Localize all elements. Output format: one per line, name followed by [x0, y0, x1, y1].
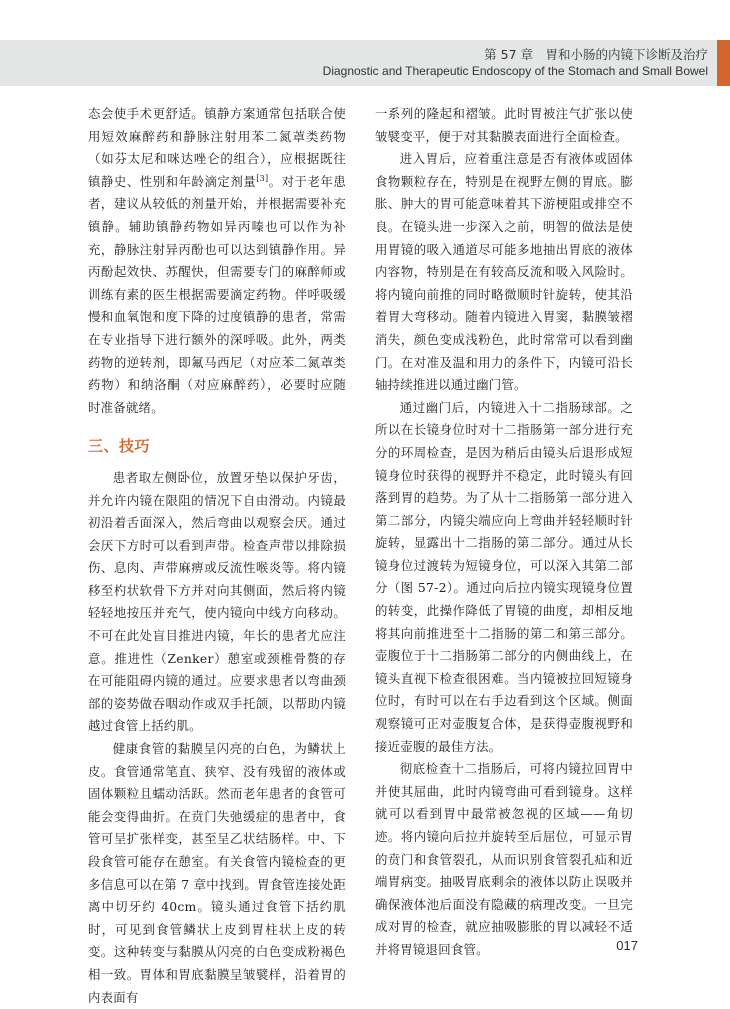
left-column [88, 103, 346, 1009]
paragraph-esophagus: 健康食管的黏膜呈闪亮的白色，为鳞状上皮。食管通常笔直、狭窄、没有残留的液体或固体颗粒且蠕动活跃。然而老年患者的食管可能会变得曲折。在贲门失弛缓症的患者中，食管可呈扩张样变，甚至呈乙状结肠样。中、下段食管可能存在憩室。有关食管内镜检查的更多信息可以在第 7 章中找到。胃食管连接处距离中切牙约 40cm。镜头通过食管下括约肌时，可见到食管鳞状上皮到胃柱状上皮的转变。这种转变与黏膜从闪亮的白色变成粉褐色相一致。胃体和胃底黏膜呈皱襞样，沿着胃的内表面有 [88, 741, 346, 1005]
paragraph-intubation: 患者取左侧卧位，放置牙垫以保护牙齿，并允许内镜在限阻的情况下自由滑动。内镜最初沿着舌面深入，然后弯曲以观察会厌。通过会厌下方时可以看到声带。检查声带以排除损伤、息肉、声带麻痹或反流性喉炎等。将内镜移至杓状软骨下方并对向其侧面，然后将内镜轻轻地按压并充气，使内镜向中线方向移动。不可在此处盲目推进内镜，年长的患者尤应注意。推进性（Zenker）憩室或颈椎骨赘的存在可能阻碍内镜的通过。应要求患者以弯曲颈部的姿势做吞咽动作或双手托颌，以帮助内镜越过食管上括约肌。 [88, 469, 346, 734]
paragraph-duodenum: 通过幽门后，内镜进入十二指肠球部。之所以在长镜身位时对十二指肠第一部分进行充分的环周检查，是因为稍后由镜头后退形成短镜身位时获得的视野并不稳定，此时镜头有回落到胃的趋势。为了从十二指肠第一部分进入第二部分，内镜尖端应向上弯曲并轻轻顺时针旋转，显露出十二指肠的第二部分。通过从长镜身位过渡转为短镜身位，可以深入其第二部分（图 57-2）。通过向后拉内镜实现镜身位置的转变，此操作降低了胃镜的曲度，却相反地将其向前推进至十二指肠的第二和第三部分。壶腹位于十二指肠第二部分的内侧曲线上，在镜头直视下检查很困难。当内镜被拉回短镜身位时，有时可以在右手边看到这个区域。侧面观察镜可正对壶腹复合体，是获得壶腹视野和接近壶腹的最佳方法。 [375, 399, 633, 754]
right-column [375, 103, 633, 962]
english-chapter-title: Diagnostic and Therapeutic Endoscopy of the Stomach and Small Bowel [322, 64, 708, 78]
paragraph-retroflexion: 彻底检查十二指肠后，可将内镜拉回胃中并使其屈曲，此时内镜弯曲可看到镜身。这样就可以看到胃中最常被忽视的区域——角切迹。将内镜向后拉并旋转至后屈位，可显示胃的贲门和食管裂孔，从而识别食管裂孔疝和近端胃病变。抽吸胃底剩余的液体以防止误吸并确保液体池后面没有隐藏的病理改变。一旦完成对胃的检查，就应抽吸膨胀的胃以减轻不适并将胃镜退回食管。 [375, 761, 633, 957]
header-accent-bar [717, 40, 730, 86]
section-heading-technique: 三、技巧 [88, 437, 151, 456]
paragraph-sedation-text-a: 态会使手术更舒适。镇静方案通常包括联合使用短效麻醉药和静脉注射用苯二氮䓬类药物（如芬太尼和咪达唑仑的组合），应根据既往镇静史、性别和年龄滴定剂量 [88, 106, 346, 189]
running-header [0, 40, 730, 86]
paragraph-stomach-entry: 进入胃后，应着重注意是否有液体或固体食物颗粒存在，特别是在视野左侧的胃底。膨胀、肿大的胃可能意味着其下游梗阻或排空不良。在镜头进一步深入之前，明智的做法是使用胃镜的吸入通道尽可能多地抽出胃底的液体内容物，特别是在有较高反流和吸入风险时。将内镜向前推的同时略微顺时针旋转，使其沿着胃大弯移动。随着内镜进入胃窦，黏膜皱褶消失，颜色变成浅粉色，此时常常可以看到幽门。在对准及温和用力的条件下，内镜可沿长轴持续推进以通过幽门管。 [375, 151, 633, 393]
page-number: 017 [616, 938, 638, 953]
paragraph-sedation [88, 103, 346, 419]
paragraph-stomach-continued: 一系列的隆起和褶皱。此时胃被注气扩张以使皱襞变平，便于对其黏膜表面进行全面检查。 [375, 106, 633, 144]
reference-citation[interactable]: [3] [256, 173, 269, 183]
chapter-title: 第 57 章 胃和小肠的内镜下诊断及治疗 [484, 47, 708, 62]
paragraph-sedation-text-b: 。对于老年患者，建议从较低的剂量开始，并根据需要补充镇静。辅助镇静药物如异丙嗪也可以作为补充，静脉注射异丙酚也可以达到镇静作用。异丙酚起效快、苏醒快，但需要专门的麻醉师或训练有素的医生根据需要滴定药物。伴呼吸缓慢和血氧饱和度下降的过度镇静的患者，常需在专业指导下进行额外的深呼吸。此外，两类药物的逆转剂，即氟马西尼（对应苯二氮䓬类药物）和纳洛酮（对应麻醉药），必要时应随时准备就绪。 [88, 173, 347, 415]
